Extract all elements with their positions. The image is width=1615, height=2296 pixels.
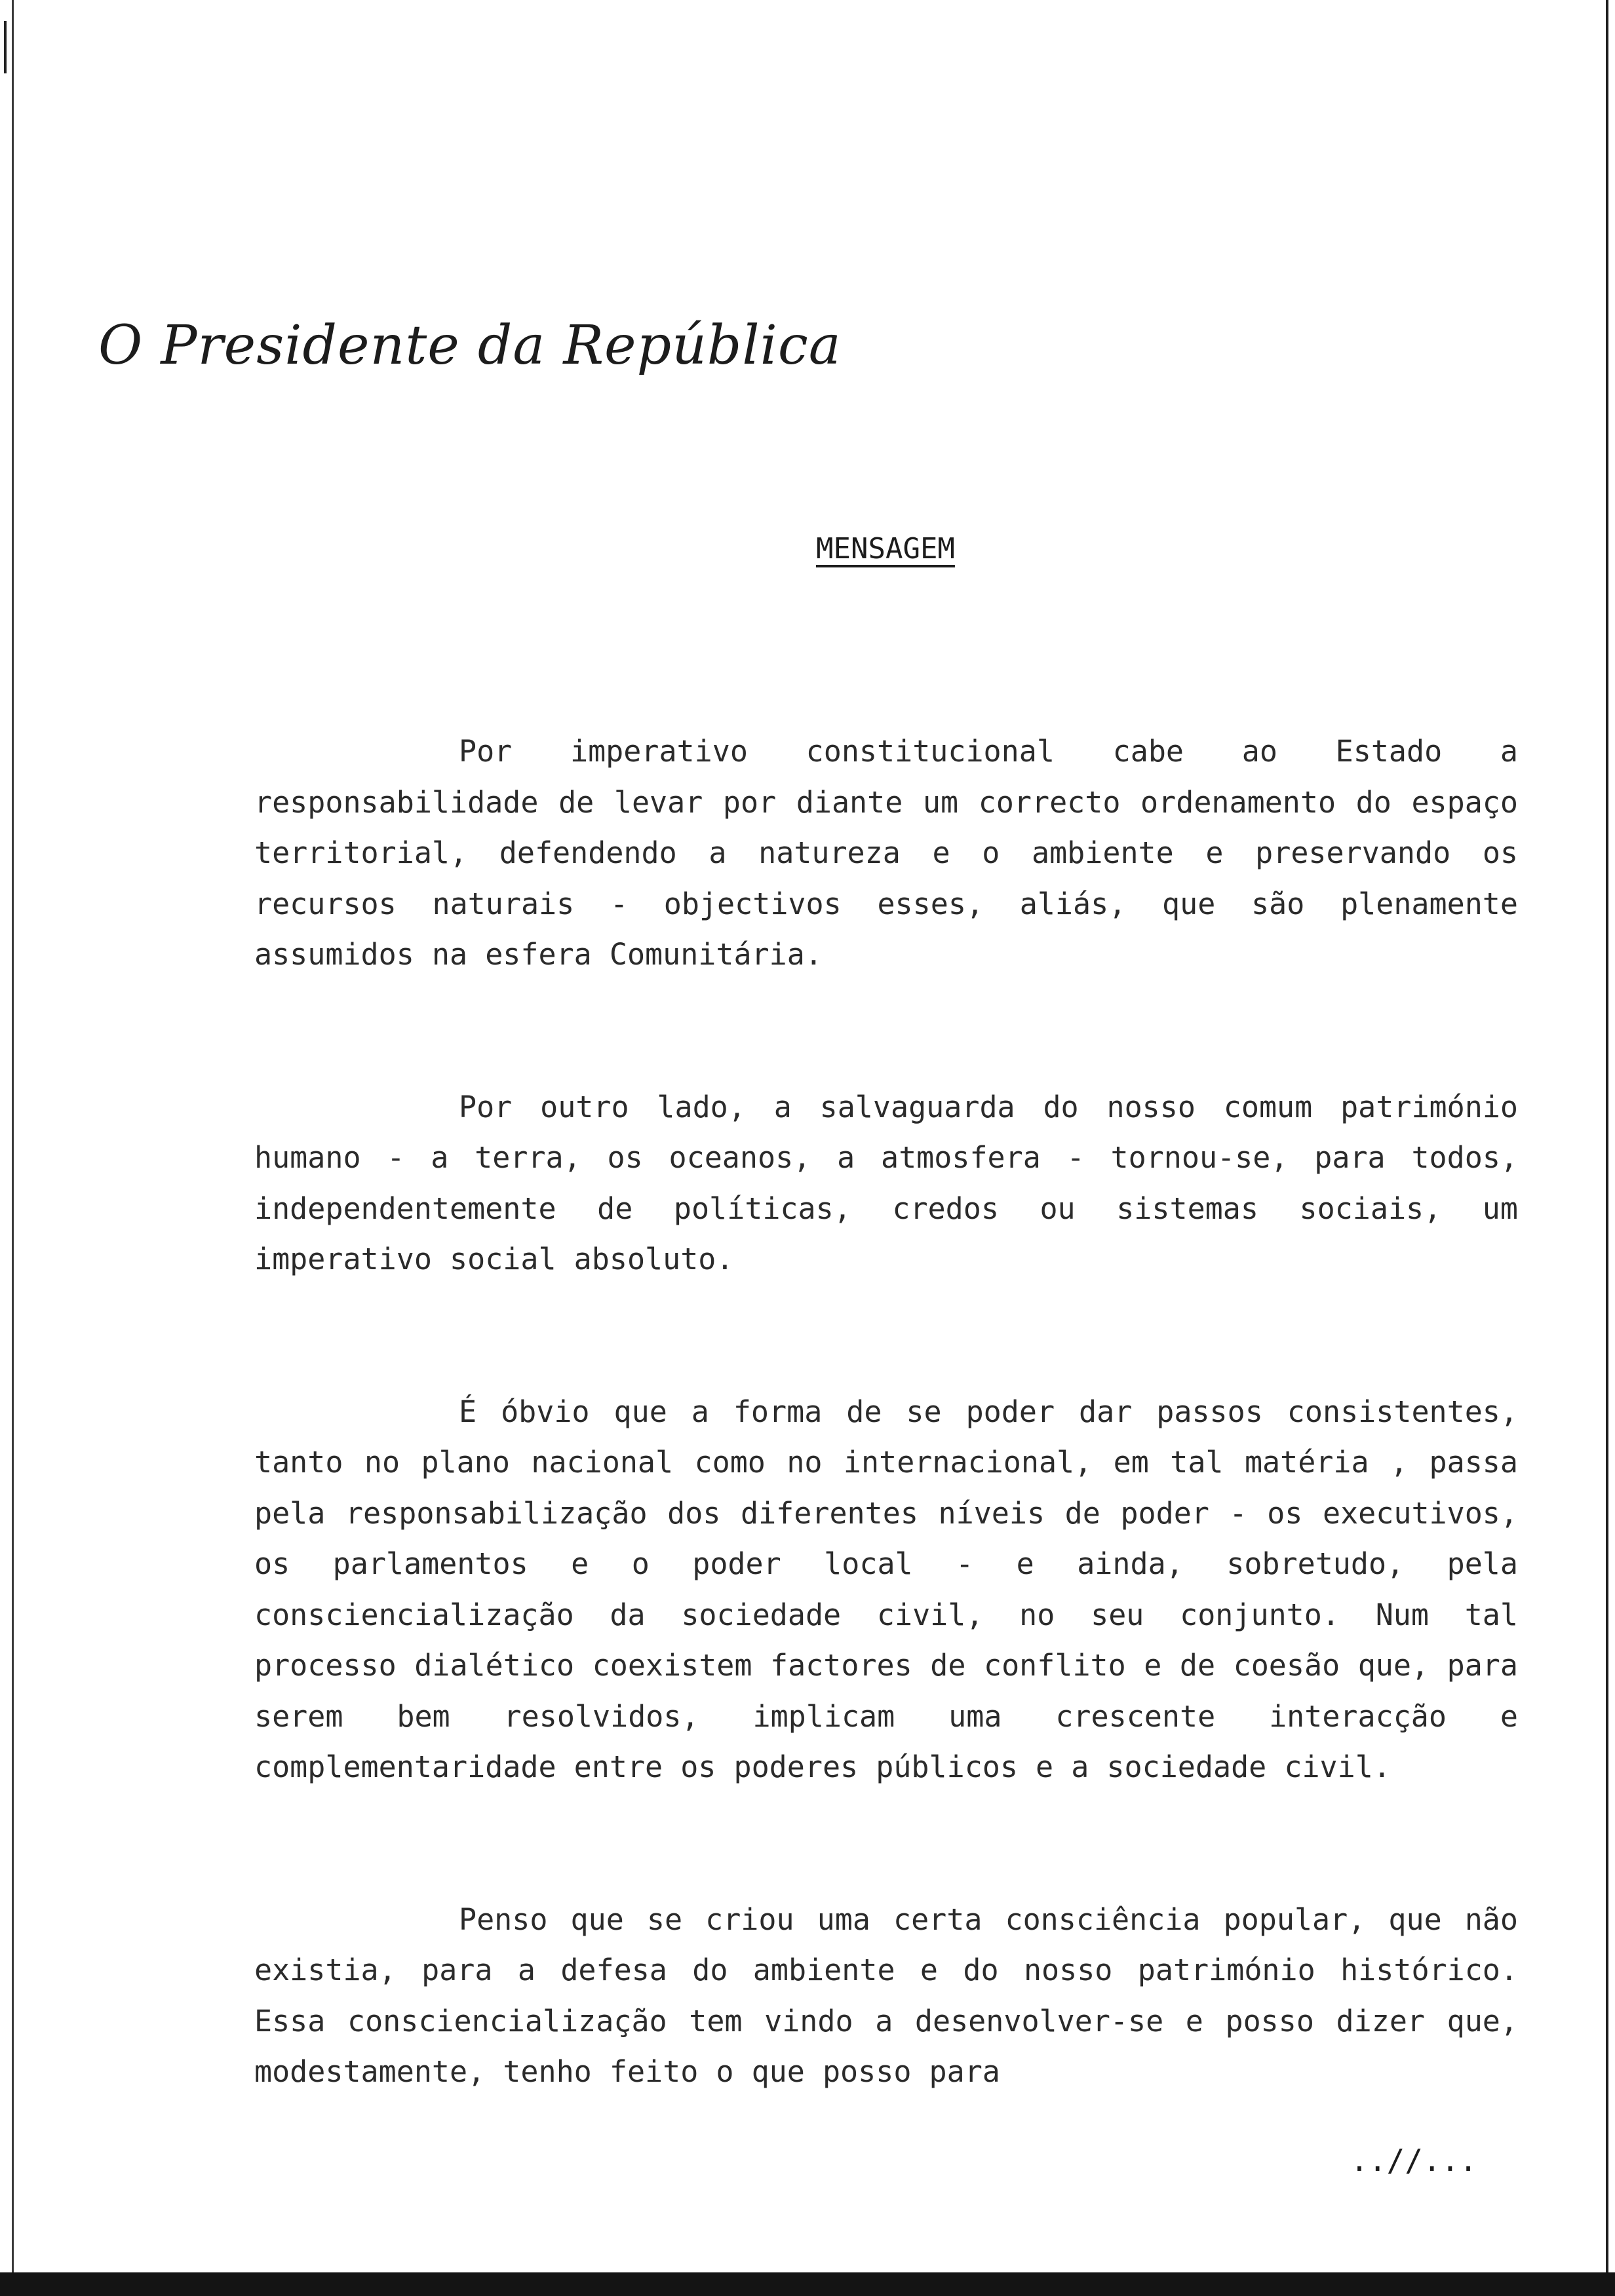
- paragraph-4: Penso que se criou uma certa consciência popular, que não existia, para a defesa do ambiente e do nosso património histórico. Essa consciencialização tem vindo a desenvolver-se e posso dizer que, modestamente, tenho feito o que posso para: [254, 1902, 1518, 2089]
- page-continuation-marker: ..//...: [1350, 2143, 1477, 2178]
- margin-mark: [4, 21, 7, 73]
- paragraph-2: Por outro lado, a salvaguarda do nosso comum património humano - a terra, os oceanos, a atmosfera - tornou-se, para todos, independentemente de políticas, credos ou sistemas sociais, um imperativo social absoluto.: [254, 1089, 1518, 1276]
- page-left-border: [12, 0, 14, 2274]
- page-right-border: [1606, 0, 1608, 2274]
- paragraph-3: É óbvio que a forma de se poder dar passos consistentes, tanto no plano nacional como no internacional, em tal matéria , passa pela responsabilização dos diferentes níveis de poder - os executivos, os parlamentos e o poder local - e ainda, sobretudo, pela consciencialização da sociedade civil, no seu conjunto. Num tal processo dialético coexistem factores de conflito e de coesão que, para serem bem resolvidos, implicam uma crescente interacção e complementaridade entre os poderes públicos e a sociedade civil.: [254, 1394, 1518, 1784]
- page-bottom-border: [0, 2272, 1615, 2296]
- letterhead: O Presidente da República: [98, 315, 842, 377]
- document-body: [254, 726, 1518, 2097]
- document-title: MENSAGEM: [816, 532, 955, 565]
- paragraph-1: Por imperativo constitucional cabe ao Estado a responsabilidade de levar por diante um correcto ordenamento do espaço territorial, defendendo a natureza e o ambiente e preservando os recursos naturais - objectivos esses, aliás, que são plenamente assumidos na esfera Comunitária.: [254, 734, 1518, 972]
